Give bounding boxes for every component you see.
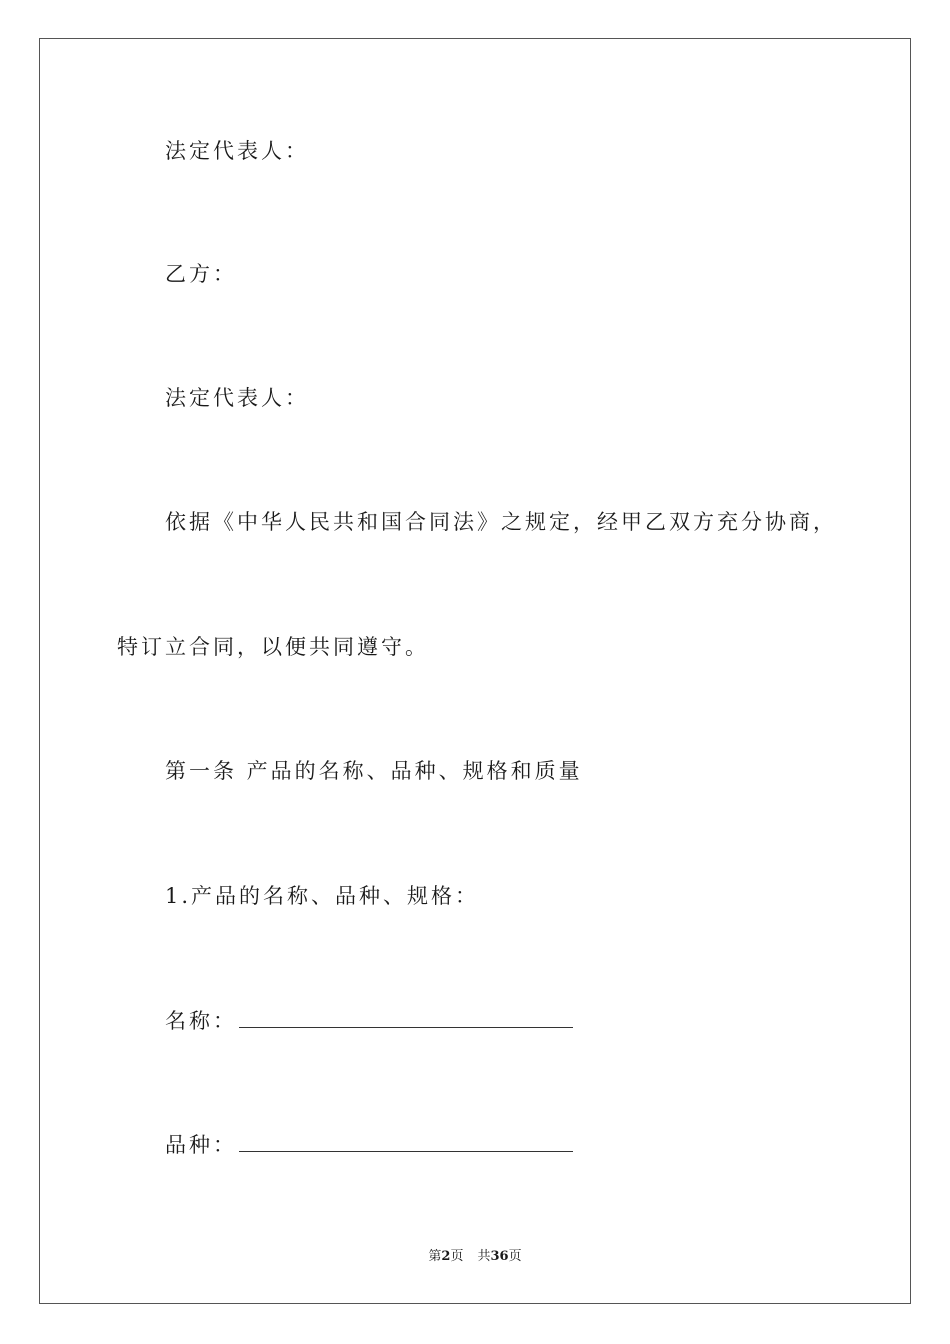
- total-pages-prefix: 共: [477, 1249, 491, 1264]
- product-variety-blank: [239, 1133, 573, 1152]
- total-pages: 36: [490, 1249, 509, 1264]
- intro-paragraph-line-1: 依据《中华人民共和国合同法》之规定，经甲乙双方充分协商，: [165, 510, 837, 534]
- item-1-heading: 1.产品的名称、品种、规格：: [165, 884, 480, 908]
- article-1-heading: 第一条 产品的名称、品种、规格和质量: [165, 759, 583, 783]
- product-variety-field: [165, 1131, 573, 1159]
- legal-representative-line-2: 法定代表人：: [165, 386, 309, 410]
- legal-representative-line-1: 法定代表人：: [165, 139, 309, 163]
- total-pages-suffix: 页: [508, 1249, 522, 1264]
- page-footer: [0, 1248, 950, 1266]
- product-name-field: [165, 1007, 573, 1035]
- party-b-line: 乙方：: [165, 262, 237, 286]
- intro-paragraph-line-2: 特订立合同，以便共同遵守。: [117, 635, 429, 659]
- product-name-blank: [239, 1009, 573, 1028]
- product-variety-label: 品种：: [165, 1133, 237, 1157]
- page-number-suffix: 页: [450, 1249, 464, 1264]
- page-border: [39, 38, 911, 1304]
- page-number: 2: [441, 1249, 451, 1264]
- product-name-label: 名称：: [165, 1009, 237, 1033]
- page-number-prefix: 第: [428, 1249, 442, 1264]
